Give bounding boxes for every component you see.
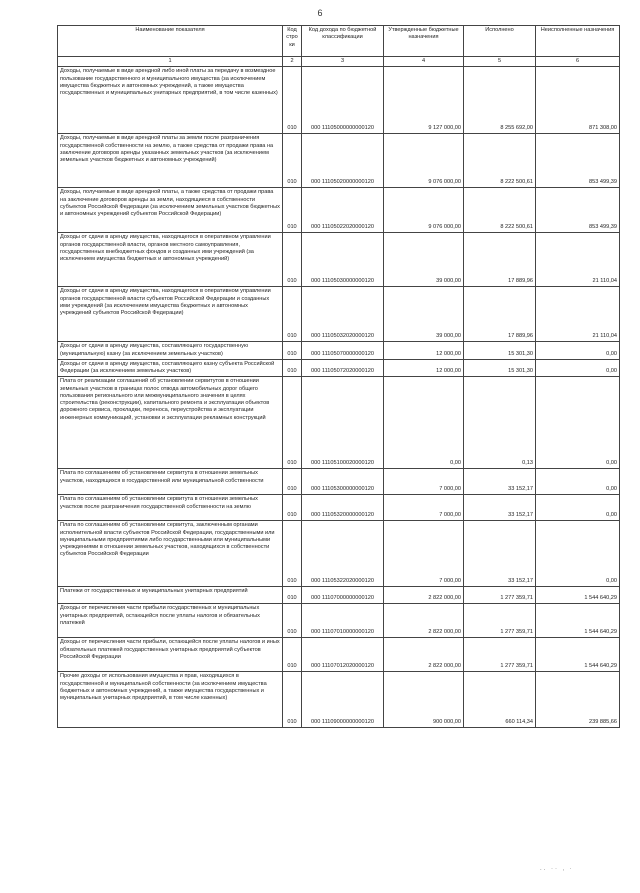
table-cell-name: Плата от реализации соглашений об установлении сервитутов в отношении земельных участков в границах полос отвода автомобильных дорог общего пользования регионального или межмуниципального значения в целях строительства (реконструкции), капитального ремонта и эксплуатации объектов дорожного сервиса, прокладки, переноса, переустройства и эксплуатации инженерных коммуникаций, установки и эксплуатации рекламных конструкций — [58, 377, 283, 469]
column-number: 6 — [536, 57, 620, 67]
column-number: 4 — [384, 57, 464, 67]
table-row — [58, 233, 620, 287]
table-row — [58, 377, 620, 469]
revenue-table — [57, 25, 620, 728]
table-cell-code: 010 — [283, 469, 302, 495]
table-cell-executed: 17 889,96 — [464, 233, 536, 287]
table-cell-executed: 33 152,17 — [464, 495, 536, 521]
table-cell-code: 010 — [283, 342, 302, 360]
table-cell-kbk: 000 11105322020000120 — [302, 521, 384, 587]
table-cell-name: Доходы от перечисления части прибыли, остающейся после уплаты налогов и иных обязательных платежей государственных унитарных предприятий субъектов Российской Федерации — [58, 638, 283, 672]
table-cell-unexecuted: 0,00 — [536, 495, 620, 521]
table-cell-kbk: 000 11105000000000120 — [302, 67, 384, 134]
table-cell-unexecuted: 1 544 640,29 — [536, 604, 620, 638]
page-number: 6 — [317, 8, 323, 18]
table-cell-name: Плата по соглашениям об установлении сервитута, заключенным органами исполнительной власти субъектов Российской Федерации, государственными или муниципальными предприятиями либо государственными или муниципальными учреждениями в отношении земельных участков, находящихся в собственности субъектов Российской Федерации — [58, 521, 283, 587]
table-cell-executed: 1 277 359,71 — [464, 638, 536, 672]
table-cell-executed: 1 277 359,71 — [464, 604, 536, 638]
table-cell-executed: 8 222 500,61 — [464, 188, 536, 233]
table-cell-approved: 12 000,00 — [384, 359, 464, 377]
header-executed: Исполнено — [464, 26, 536, 57]
table-cell-approved: 9 076 000,00 — [384, 188, 464, 233]
table-row — [58, 287, 620, 342]
table-cell-kbk: 000 11105022020000120 — [302, 188, 384, 233]
table-cell-name: Доходы от сдачи в аренду имущества, находящегося в оперативном управлении органов государственной власти субъектов Российской Федерации и созданных ими учреждений (за исключением имущества бюджетных и автономных учреждений субъектов Российской Федерации) — [58, 287, 283, 342]
table-row — [58, 134, 620, 188]
column-number: 1 — [58, 57, 283, 67]
table-cell-kbk: 000 11107000000000120 — [302, 587, 384, 604]
table-cell-approved: 7 000,00 — [384, 521, 464, 587]
table-cell-code: 010 — [283, 587, 302, 604]
header-unexecuted: Неисполненные назначения — [536, 26, 620, 57]
scan-mark: .. ·· ‚ · — [540, 866, 574, 872]
table-cell-code: 010 — [283, 188, 302, 233]
table-cell-executed: 660 114,34 — [464, 672, 536, 728]
table-cell-unexecuted: 21 110,04 — [536, 233, 620, 287]
header-kbk: Код дохода по бюджетной классификации — [302, 26, 384, 57]
table-cell-kbk: 000 11105020000000120 — [302, 134, 384, 188]
table-cell-approved: 900 000,00 — [384, 672, 464, 728]
table-row — [58, 638, 620, 672]
table-cell-executed: 33 152,17 — [464, 521, 536, 587]
table-cell-executed: 8 255 692,00 — [464, 67, 536, 134]
table-cell-code: 010 — [283, 233, 302, 287]
table-row — [58, 67, 620, 134]
table-cell-code: 010 — [283, 377, 302, 469]
table-cell-approved: 2 822 000,00 — [384, 604, 464, 638]
table-cell-kbk: 000 11105070000000120 — [302, 342, 384, 360]
table-row — [58, 495, 620, 521]
table-cell-unexecuted: 1 544 640,29 — [536, 638, 620, 672]
table-cell-unexecuted: 0,00 — [536, 521, 620, 587]
table-cell-name: Платежи от государственных и муниципальных унитарных предприятий — [58, 587, 283, 604]
table-cell-kbk: 000 11105032020000120 — [302, 287, 384, 342]
table-cell-name: Доходы от перечисления части прибыли государственных и муниципальных унитарных предприятий, остающейся после уплаты налогов и обязательных платежей — [58, 604, 283, 638]
table-row — [58, 188, 620, 233]
table-cell-name: Доходы, получаемые в виде арендной платы за земли после разграничения государственной собственности на землю, а также средства от продажи права на заключение договоров аренды указанных земельных участков (за исключением земельных участков бюджетных и автономных учреждений) — [58, 134, 283, 188]
table-cell-kbk: 000 11105030000000120 — [302, 233, 384, 287]
column-number: 3 — [302, 57, 384, 67]
table-cell-code: 010 — [283, 638, 302, 672]
table-cell-approved: 2 822 000,00 — [384, 638, 464, 672]
table-cell-name: Доходы, получаемые в виде арендной либо иной платы за передачу в возмездное пользование государственного и муниципального имущества (за исключением имущества бюджетных и автономных учреждений, а также имущества государственных и муниципальных унитарных предприятий, в том числе казенных) — [58, 67, 283, 134]
table-cell-unexecuted: 871 308,00 — [536, 67, 620, 134]
table-cell-name: Доходы от сдачи в аренду имущества, находящегося в оперативном управлении органов государственной власти, органов местного самоуправления, государственных внебюджетных фондов и созданных ими учреждений (за исключением имущества бюджетных и автономных учреждений) — [58, 233, 283, 287]
table-row — [58, 587, 620, 604]
table-cell-name: Доходы, получаемые в виде арендной платы, а также средства от продажи права на заключение договоров аренды за земли, находящиеся в собственности субъектов Российской Федерации (за исключением земельных участков бюджетных и автономных учреждений субъектов Российской Федерации) — [58, 188, 283, 233]
table-cell-executed: 15 301,30 — [464, 342, 536, 360]
table-cell-approved: 7 000,00 — [384, 495, 464, 521]
header-approved: Утвержденные бюджетные назначения — [384, 26, 464, 57]
table-cell-name: Прочие доходы от использования имущества и прав, находящихся в государственной и муниципальной собственности (за исключением имущества бюджетных и автономных учреждений, а также имущества государственных и муниципальных унитарных предприятий, в том числе казенных) — [58, 672, 283, 728]
table-cell-executed: 33 152,17 — [464, 469, 536, 495]
table-row — [58, 521, 620, 587]
table-cell-name: Доходы от сдачи в аренду имущества, составляющего казну субъекта Российской Федерации (за исключением земельных участков) — [58, 359, 283, 377]
table-cell-unexecuted: 853 499,39 — [536, 134, 620, 188]
table-cell-approved: 0,00 — [384, 377, 464, 469]
table-cell-name: Доходы от сдачи в аренду имущества, составляющего государственную (муниципальную) казну (за исключением земельных участков) — [58, 342, 283, 360]
table-cell-unexecuted: 0,00 — [536, 469, 620, 495]
header-name: Наименование показателя — [58, 26, 283, 57]
table-row — [58, 672, 620, 728]
table-cell-code: 010 — [283, 521, 302, 587]
table-cell-code: 010 — [283, 359, 302, 377]
table-cell-code: 010 — [283, 67, 302, 134]
table-cell-kbk: 000 11107010000000120 — [302, 604, 384, 638]
header-code: Код строки — [283, 26, 302, 57]
table-cell-executed: 15 301,30 — [464, 359, 536, 377]
table-cell-name: Плата по соглашениям об установлении сервитута в отношении земельных участков, находящихся в государственной или муниципальной собственности — [58, 469, 283, 495]
table-cell-unexecuted: 0,00 — [536, 377, 620, 469]
column-number-row — [58, 57, 620, 67]
table-cell-code: 010 — [283, 672, 302, 728]
table-cell-code: 010 — [283, 134, 302, 188]
column-number: 5 — [464, 57, 536, 67]
table-cell-approved: 39 000,00 — [384, 233, 464, 287]
table-cell-approved: 2 822 000,00 — [384, 587, 464, 604]
table-cell-kbk: 000 11109000000000120 — [302, 672, 384, 728]
table-cell-unexecuted: 1 544 640,29 — [536, 587, 620, 604]
table-cell-approved: 9 127 000,00 — [384, 67, 464, 134]
table-cell-kbk: 000 11105072020000120 — [302, 359, 384, 377]
table-cell-executed: 0,13 — [464, 377, 536, 469]
table-cell-unexecuted: 853 499,39 — [536, 188, 620, 233]
table-cell-unexecuted: 239 885,66 — [536, 672, 620, 728]
table-cell-unexecuted: 21 110,04 — [536, 287, 620, 342]
table-cell-approved: 9 076 000,00 — [384, 134, 464, 188]
table-cell-unexecuted: 0,00 — [536, 342, 620, 360]
table-cell-executed: 8 222 500,61 — [464, 134, 536, 188]
table-cell-executed: 17 889,96 — [464, 287, 536, 342]
table-cell-code: 010 — [283, 287, 302, 342]
table-cell-approved: 12 000,00 — [384, 342, 464, 360]
table-cell-approved: 7 000,00 — [384, 469, 464, 495]
table-row — [58, 469, 620, 495]
column-number: 2 — [283, 57, 302, 67]
table-cell-name: Плата по соглашениям об установлении сервитута в отношении земельных участков после разграничения государственной собственности на землю — [58, 495, 283, 521]
table-row — [58, 359, 620, 377]
table-row — [58, 342, 620, 360]
table-cell-code: 010 — [283, 495, 302, 521]
table-cell-kbk: 000 11105320000000120 — [302, 495, 384, 521]
table-cell-unexecuted: 0,00 — [536, 359, 620, 377]
table-cell-approved: 39 000,00 — [384, 287, 464, 342]
header-row — [58, 26, 620, 57]
table-row — [58, 604, 620, 638]
table-cell-code: 010 — [283, 604, 302, 638]
table-cell-executed: 1 277 359,71 — [464, 587, 536, 604]
table-cell-kbk: 000 11105100020000120 — [302, 377, 384, 469]
table-cell-kbk: 000 11107012020000120 — [302, 638, 384, 672]
table-cell-kbk: 000 11105300000000120 — [302, 469, 384, 495]
